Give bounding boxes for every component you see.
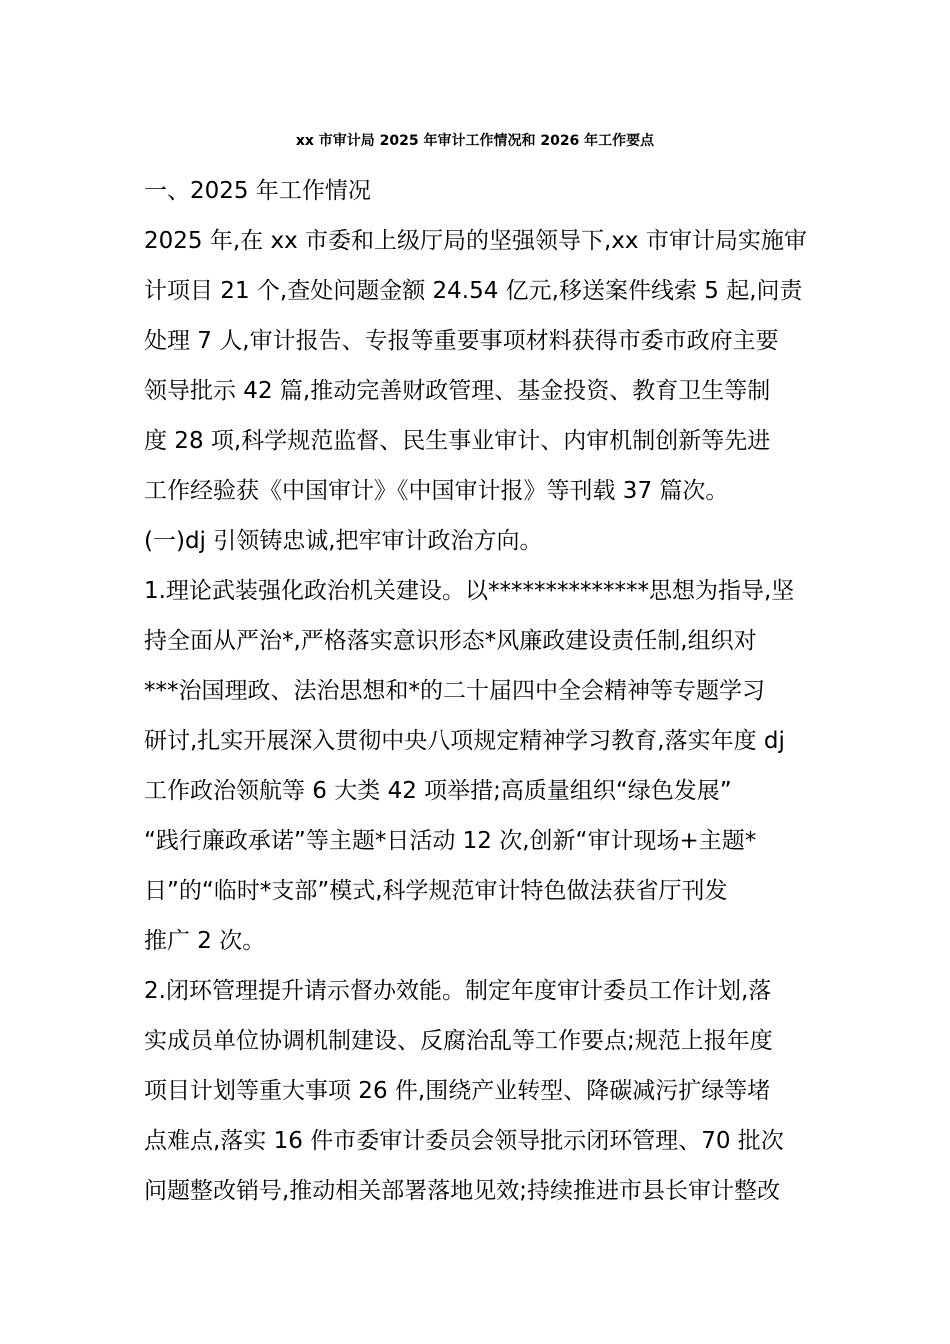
subsection-heading: (一)dj 引领铸忠诚,把牢审计政治方向。 bbox=[144, 528, 543, 554]
paragraph-line: 2025 年,在 xx 市委和上级厅局的坚强领导下,xx 市审计局实施审 bbox=[144, 228, 807, 254]
section-heading: 一、2025 年工作情况 bbox=[144, 178, 371, 204]
paragraph-line: 计项目 21 个,查处问题金额 24.54 亿元,移送案件线索 5 起,问责 bbox=[144, 278, 803, 304]
paragraph-line: 点难点,落实 16 件市委审计委员会领导批示闭环管理、70 批次 bbox=[144, 1128, 784, 1154]
paragraph-line: ***治国理政、法治思想和*的二十届四中全会精神等专题学习 bbox=[144, 678, 765, 704]
paragraph-line: 度 28 项,科学规范监督、民生事业审计、内审机制创新等先进 bbox=[144, 428, 771, 454]
paragraph-line: 2.闭环管理提升请示督办效能。制定年度审计委员工作计划,落 bbox=[144, 978, 772, 1004]
paragraph-line: 推广 2 次。 bbox=[144, 928, 266, 954]
document-title: xx 市审计局 2025 年审计工作情况和 2026 年工作要点 bbox=[295, 133, 655, 149]
paragraph-line: 问题整改销号,推动相关部署落地见效;持续推进市县长审计整改 bbox=[144, 1178, 781, 1204]
paragraph-line: 处理 7 人,审计报告、专报等重要事项材料获得市委市政府主要 bbox=[144, 328, 779, 354]
paragraph-line: 日”的“临时*支部”模式,科学规范审计特色做法获省厅刊发 bbox=[144, 878, 728, 904]
paragraph-line: 工作经验获《中国审计》《中国审计报》等刊载 37 篇次。 bbox=[144, 478, 729, 504]
paragraph-line: 实成员单位协调机制建设、反腐治乱等工作要点;规范上报年度 bbox=[144, 1028, 773, 1054]
paragraph-line: 持全面从严治*,严格落实意识形态*风廉政建设责任制,组织对 bbox=[144, 628, 757, 654]
paragraph-line: 领导批示 42 篇,推动完善财政管理、基金投资、教育卫生等制 bbox=[144, 378, 771, 404]
paragraph-line: 1.理论武装强化政治机关建设。以**************思想为指导,坚 bbox=[144, 578, 795, 604]
paragraph-line: 工作政治领航等 6 大类 42 项举措;高质量组织“绿色发展” bbox=[144, 778, 732, 804]
paragraph-line: “践行廉政承诺”等主题*日活动 12 次,创新“审计现场+主题* bbox=[144, 828, 757, 854]
paragraph-line: 研讨,扎实开展深入贯彻中央八项规定精神学习教育,落实年度 dj bbox=[144, 728, 785, 754]
paragraph-line: 项目计划等重大事项 26 件,围绕产业转型、降碳减污扩绿等堵 bbox=[144, 1078, 771, 1104]
